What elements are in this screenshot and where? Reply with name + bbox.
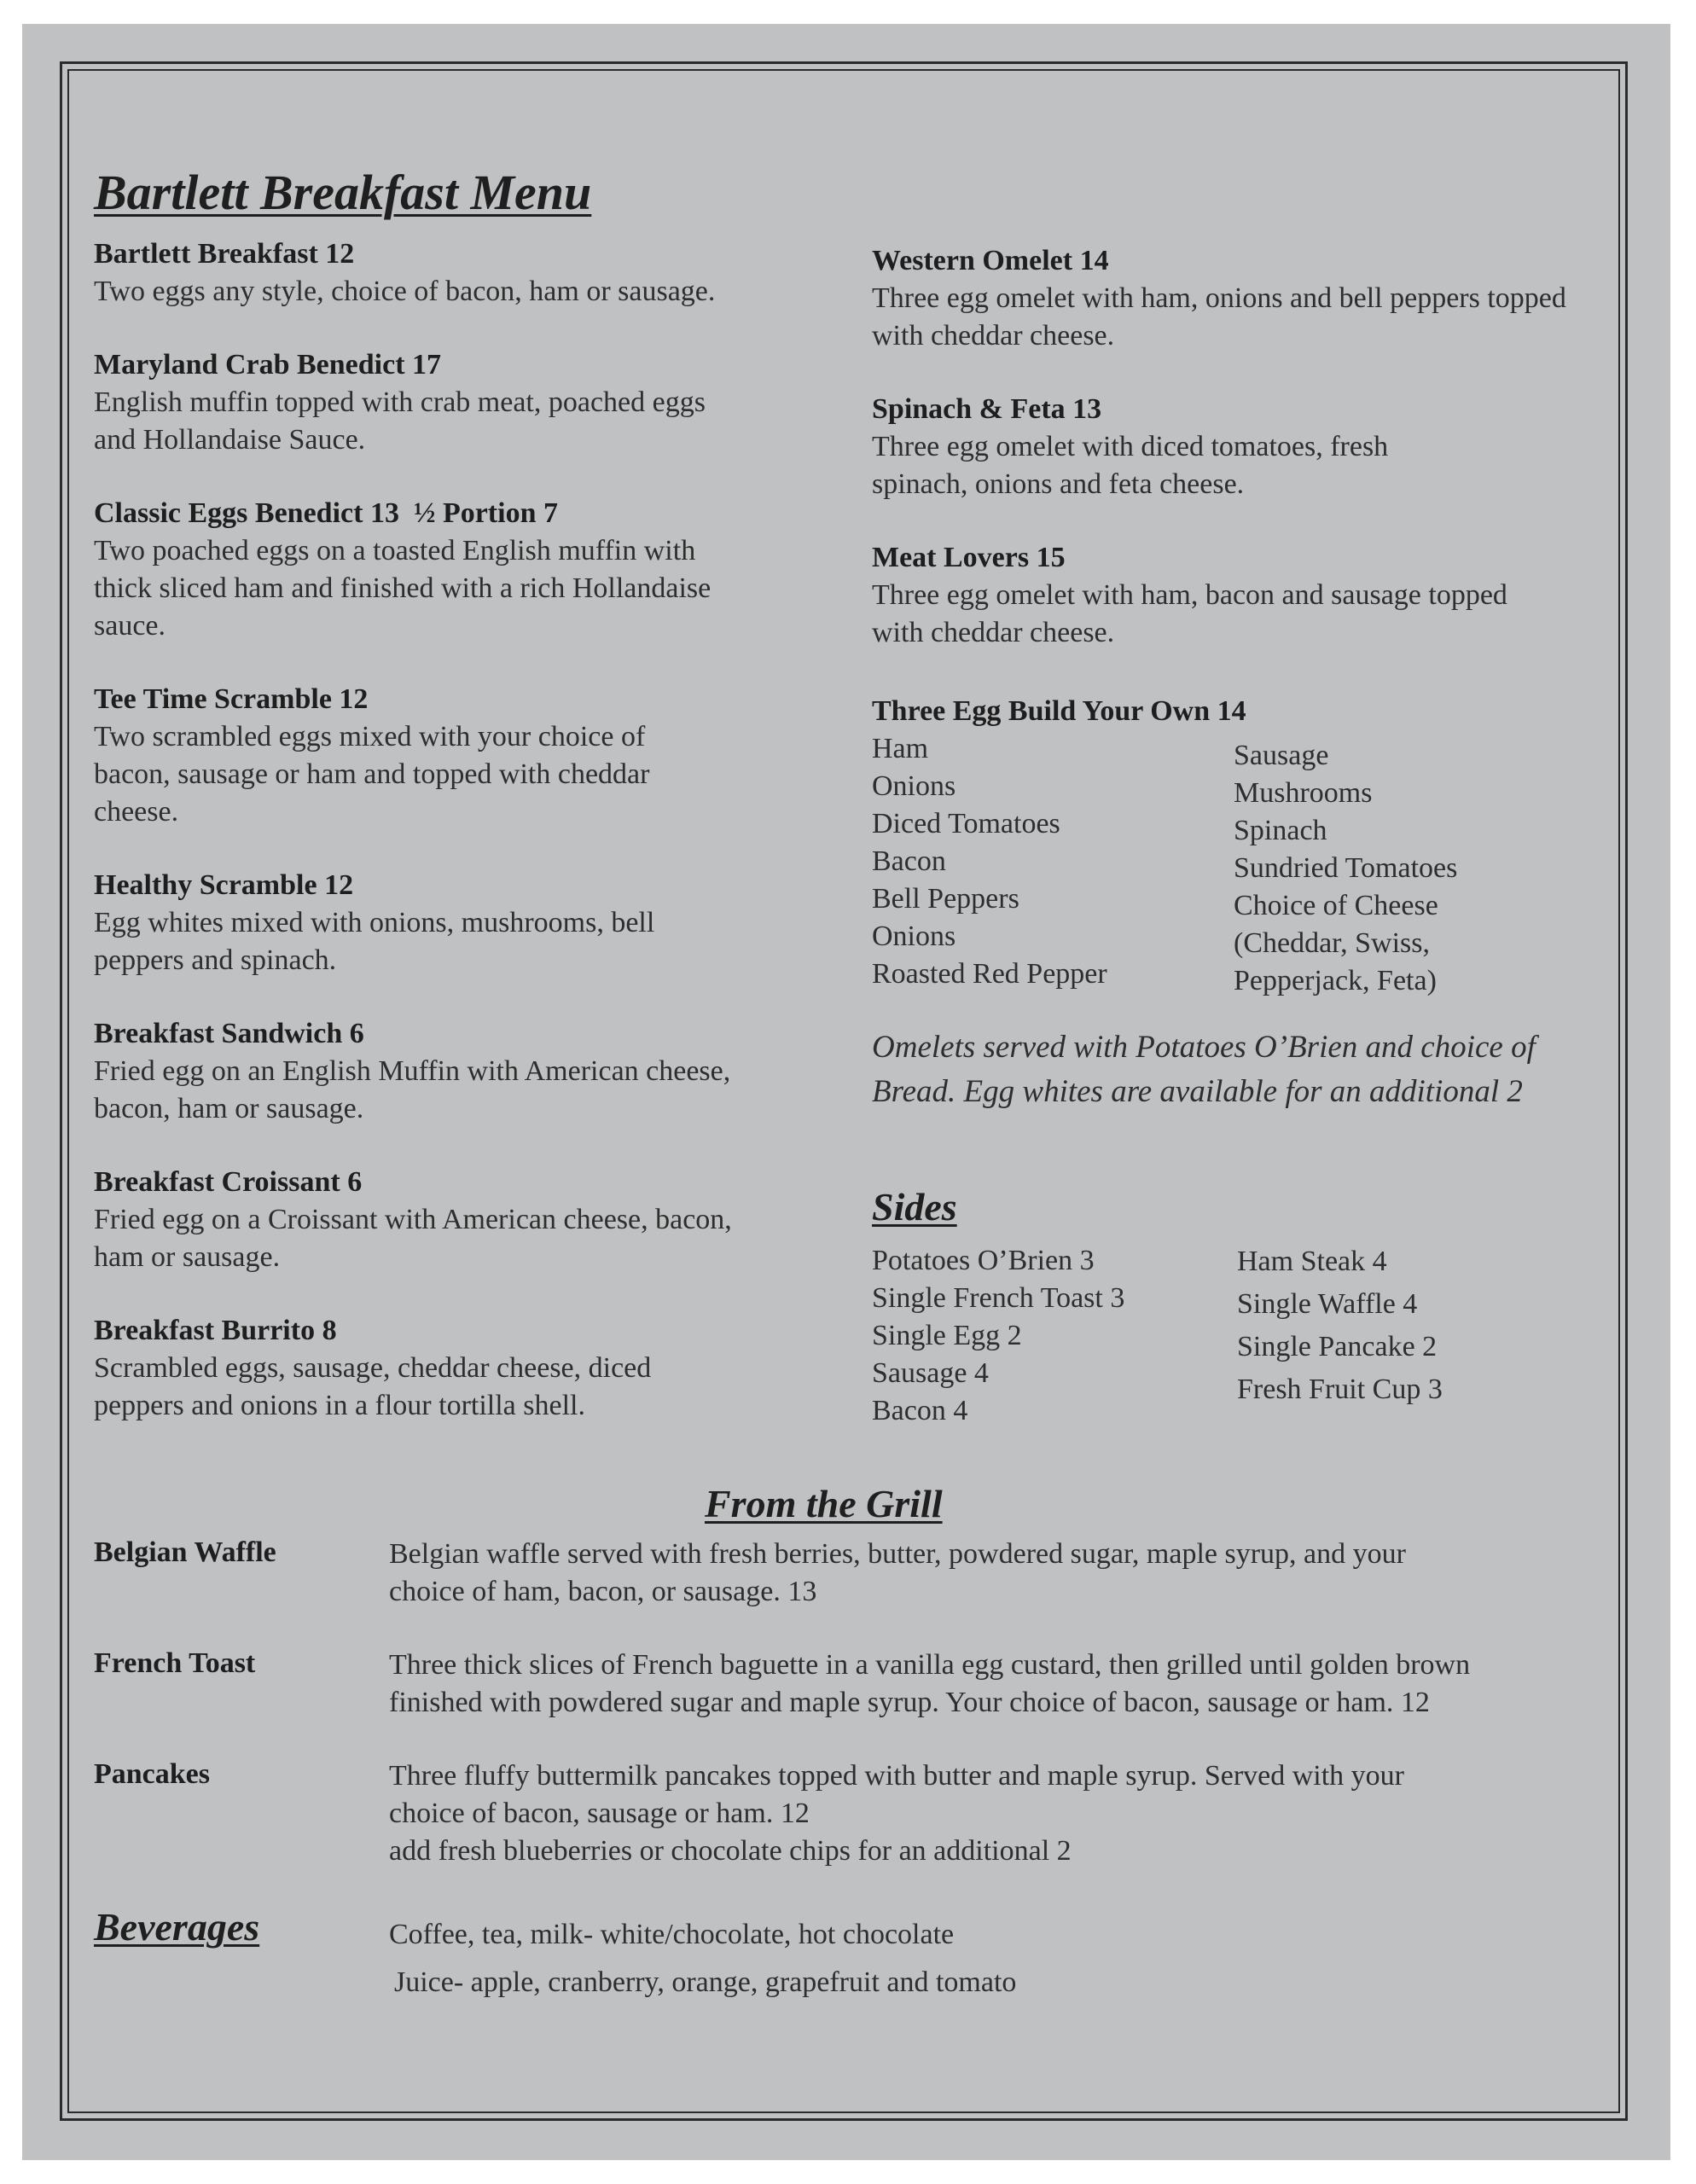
- side-item: Ham Steak 4: [1237, 1246, 1387, 1277]
- menu-item-desc: English muffin topped with crab meat, poached eggs and Hollandaise Sauce.: [94, 386, 706, 456]
- menu-item-name: Meat Lovers 15: [872, 542, 1066, 573]
- menu-item-name: Healthy Scramble 12: [94, 869, 354, 901]
- menu-item-name: Breakfast Sandwich 6: [94, 1018, 364, 1049]
- side-item: Single Waffle 4: [1237, 1288, 1418, 1320]
- note-line: Omelets served with Potatoes O’Brien and choice of: [872, 1030, 1536, 1065]
- option-item: Mushrooms: [1234, 777, 1373, 809]
- option-item: Diced Tomatoes: [872, 808, 1060, 839]
- grill-title: From the Grill: [705, 1482, 943, 1525]
- beverage-line: Coffee, tea, milk- white/chocolate, hot chocolate: [389, 1919, 955, 1950]
- side-item: Single Egg 2: [872, 1320, 1022, 1351]
- menu-item: [94, 495, 725, 645]
- grill-item-desc: [389, 1536, 1600, 1611]
- build-own-title: Three Egg Build Your Own 14: [872, 695, 1246, 727]
- menu-item: [94, 1015, 742, 1128]
- omelet-note: [872, 1025, 1623, 1114]
- menu-item-name: Spinach & Feta 13: [872, 393, 1102, 425]
- grill-item-name: Belgian Waffle: [94, 1536, 276, 1568]
- option-item: Roasted Red Pepper: [872, 958, 1107, 990]
- option-item: Choice of Cheese: [1234, 890, 1438, 921]
- desc-line: finished with powdered sugar and maple syrup. Your choice of bacon, sausage or ham. 12: [389, 1687, 1430, 1718]
- menu-item-name: Classic Eggs Benedict 13 ½ Portion 7: [94, 497, 558, 529]
- option-item: Onions: [872, 921, 956, 952]
- menu-item-desc: Three egg omelet with diced tomatoes, fresh spinach, onions and feta cheese.: [872, 431, 1389, 500]
- menu-item-desc: Two scrambled eggs mixed with your choice of bacon, sausage or ham and topped with cheddar cheese.: [94, 721, 650, 828]
- desc-line: choice of ham, bacon, or sausage. 13: [389, 1576, 817, 1607]
- grill-item-name: Pancakes: [94, 1758, 210, 1790]
- option-item: Onions: [872, 770, 956, 802]
- beverage-line: Juice- apple, cranberry, orange, grapefruit and tomato: [394, 1966, 1017, 1998]
- option-item: Pepperjack, Feta): [1234, 965, 1437, 996]
- option-item: (Cheddar, Swiss,: [1234, 927, 1431, 959]
- menu-item-desc: Fried egg on an English Muffin with American cheese, bacon, ham or sausage.: [94, 1055, 731, 1124]
- option-item: Sundried Tomatoes: [1234, 852, 1458, 884]
- menu-item-desc: Egg whites mixed with onions, mushrooms, bell peppers and spinach.: [94, 907, 655, 976]
- menu-item-name: Tee Time Scramble 12: [94, 683, 369, 715]
- menu-item-desc: Three egg omelet with ham, onions and bell peppers topped with cheddar cheese.: [872, 282, 1566, 351]
- side-item: Bacon 4: [872, 1395, 968, 1426]
- option-item: Bell Peppers: [872, 883, 1019, 915]
- menu-item-desc: Three egg omelet with ham, bacon and sausage topped with cheddar cheese.: [872, 579, 1507, 648]
- side-item: Single French Toast 3: [872, 1282, 1125, 1314]
- beverages-list: [389, 1916, 1583, 2001]
- option-item: Ham: [872, 733, 929, 764]
- menu-item-name: Western Omelet 14: [872, 245, 1109, 276]
- build-own-col1: [872, 730, 1213, 993]
- left-column: [94, 235, 862, 1461]
- menu-item-name: Breakfast Croissant 6: [94, 1166, 363, 1198]
- menu-title: Bartlett Breakfast Menu: [94, 165, 592, 220]
- desc-line: Belgian waffle served with fresh berries, butter, powdered sugar, maple syrup, and your: [389, 1538, 1406, 1570]
- menu-item-desc: Two eggs any style, choice of bacon, ham or sausage.: [94, 276, 716, 307]
- desc-line: Three fluffy buttermilk pancakes topped with butter and maple syrup. Served with your: [389, 1760, 1404, 1792]
- side-item: Single Pancake 2: [1237, 1331, 1438, 1362]
- right-column: [872, 242, 1580, 688]
- menu-item: [872, 391, 1486, 503]
- sides-col2: [1237, 1240, 1595, 1411]
- menu-item-desc: Two poached eggs on a toasted English muffin with thick sliced ham and finished with a rich Hollandaise sauce.: [94, 535, 712, 642]
- sides-title: Sides: [872, 1185, 957, 1228]
- grill-item-name: French Toast: [94, 1647, 256, 1679]
- grill-item-desc: [389, 1757, 1600, 1870]
- menu-item-name: Bartlett Breakfast 12: [94, 238, 355, 270]
- side-item: Potatoes O’Brien 3: [872, 1245, 1095, 1276]
- menu-item: [94, 867, 708, 979]
- option-item: Sausage: [1234, 740, 1329, 771]
- option-item: Bacon: [872, 845, 946, 877]
- grill-item-desc: [389, 1647, 1618, 1722]
- menu-item: [94, 346, 725, 459]
- side-item: Sausage 4: [872, 1357, 989, 1389]
- menu-item-name: Breakfast Burrito 8: [94, 1315, 337, 1346]
- menu-item-desc: Fried egg on a Croissant with American cheese, bacon, ham or sausage.: [94, 1204, 732, 1273]
- menu-item: [94, 1312, 742, 1425]
- beverages-title: Beverages: [94, 1905, 260, 1949]
- sides-col1: [872, 1242, 1230, 1430]
- desc-line: add fresh blueberries or chocolate chips for an additional 2: [389, 1835, 1072, 1867]
- desc-line: choice of bacon, sausage or ham. 12: [389, 1798, 810, 1829]
- menu-item: [94, 681, 691, 831]
- menu-item: [872, 242, 1580, 355]
- menu-item-desc: Scrambled eggs, sausage, cheddar cheese, diced peppers and onions in a flour tortilla shell.: [94, 1352, 652, 1421]
- menu-item: [94, 1164, 742, 1276]
- build-own-col2: [1234, 737, 1592, 1000]
- menu-item: [94, 235, 862, 311]
- option-item: Spinach: [1234, 815, 1327, 846]
- side-item: Fresh Fruit Cup 3: [1237, 1374, 1443, 1405]
- menu-item: [872, 539, 1520, 652]
- note-line: Bread. Egg whites are available for an additional 2: [872, 1074, 1523, 1109]
- desc-line: Three thick slices of French baguette in a vanilla egg custard, then grilled until golden brown: [389, 1649, 1471, 1681]
- menu-item-name: Maryland Crab Benedict 17: [94, 349, 442, 380]
